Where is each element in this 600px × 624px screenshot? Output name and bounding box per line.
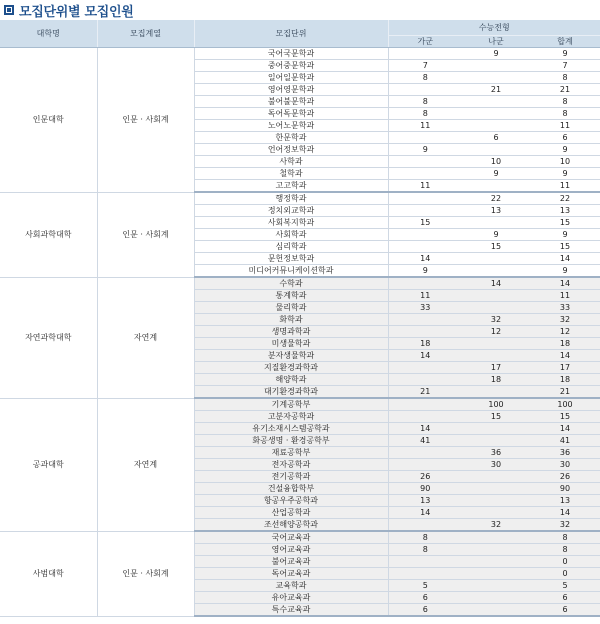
na-count (462, 144, 530, 156)
unit-name: 노어노문학과 (194, 120, 388, 132)
na-count (462, 507, 530, 519)
table-body (0, 48, 600, 617)
unit-name: 영어영문학과 (194, 84, 388, 96)
total-count: 9 (530, 48, 600, 60)
ga-count: 8 (388, 544, 462, 556)
unit-name: 사회복지학과 (194, 217, 388, 229)
unit-name: 행정학과 (194, 192, 388, 205)
ga-count (388, 556, 462, 568)
ga-count (388, 192, 462, 205)
na-count (462, 72, 530, 84)
ga-count: 11 (388, 290, 462, 302)
unit-name: 사회학과 (194, 229, 388, 241)
ga-count: 26 (388, 471, 462, 483)
total-count: 8 (530, 544, 600, 556)
unit-name: 물리학과 (194, 302, 388, 314)
na-count: 32 (462, 314, 530, 326)
unit-name: 고분자공학과 (194, 411, 388, 423)
total-count: 14 (530, 253, 600, 265)
ga-count (388, 459, 462, 471)
header-na: 나군 (462, 36, 530, 48)
unit-name: 국어교육과 (194, 531, 388, 544)
total-count: 22 (530, 192, 600, 205)
ga-count (388, 84, 462, 96)
title-bar (0, 0, 600, 20)
unit-name: 문헌정보학과 (194, 253, 388, 265)
ga-count: 13 (388, 495, 462, 507)
ga-count (388, 568, 462, 580)
ga-count: 7 (388, 60, 462, 72)
total-count: 8 (530, 531, 600, 544)
ga-count: 90 (388, 483, 462, 495)
ga-count (388, 168, 462, 180)
na-count (462, 435, 530, 447)
ga-count (388, 447, 462, 459)
total-count: 14 (530, 423, 600, 435)
ga-count (388, 205, 462, 217)
unit-name: 해양학과 (194, 374, 388, 386)
page-title: 모집단위별 모집인원 (19, 4, 134, 20)
na-count (462, 60, 530, 72)
unit-name: 특수교육과 (194, 604, 388, 617)
na-count (462, 604, 530, 617)
ga-count (388, 48, 462, 60)
ga-count: 33 (388, 302, 462, 314)
unit-name: 중어중문학과 (194, 60, 388, 72)
ga-count: 14 (388, 350, 462, 362)
na-count: 9 (462, 168, 530, 180)
field-name: 자연계 (97, 398, 194, 531)
unit-name: 일어일문학과 (194, 72, 388, 84)
na-count: 18 (462, 374, 530, 386)
total-count: 14 (530, 507, 600, 519)
na-count (462, 290, 530, 302)
total-count: 17 (530, 362, 600, 374)
na-count: 32 (462, 519, 530, 532)
total-count: 6 (530, 132, 600, 144)
na-count: 12 (462, 326, 530, 338)
total-count: 14 (530, 277, 600, 290)
na-count: 10 (462, 156, 530, 168)
unit-name: 분자생물학과 (194, 350, 388, 362)
na-count: 15 (462, 241, 530, 253)
unit-name: 건설융합학부 (194, 483, 388, 495)
total-count: 12 (530, 326, 600, 338)
na-count (462, 217, 530, 229)
total-count: 11 (530, 120, 600, 132)
total-count: 8 (530, 108, 600, 120)
na-count (462, 495, 530, 507)
na-count (462, 302, 530, 314)
unit-name: 수학과 (194, 277, 388, 290)
total-count: 18 (530, 374, 600, 386)
ga-count: 8 (388, 96, 462, 108)
na-count (462, 350, 530, 362)
unit-name: 미디어커뮤니케이션학과 (194, 265, 388, 278)
na-count (462, 96, 530, 108)
na-count: 21 (462, 84, 530, 96)
unit-name: 미생물학과 (194, 338, 388, 350)
ga-count (388, 314, 462, 326)
unit-name: 화학과 (194, 314, 388, 326)
total-count: 15 (530, 411, 600, 423)
unit-name: 항공우주공학과 (194, 495, 388, 507)
ga-count: 9 (388, 265, 462, 278)
na-count (462, 568, 530, 580)
na-count (462, 592, 530, 604)
total-count: 9 (530, 265, 600, 278)
na-count: 15 (462, 411, 530, 423)
total-count: 90 (530, 483, 600, 495)
na-count (462, 180, 530, 193)
total-count: 32 (530, 314, 600, 326)
ga-count (388, 374, 462, 386)
ga-count (388, 398, 462, 411)
na-count (462, 338, 530, 350)
total-count: 9 (530, 168, 600, 180)
ga-count: 14 (388, 507, 462, 519)
unit-name: 전자공학과 (194, 459, 388, 471)
header-ga: 가군 (388, 36, 462, 48)
unit-name: 국어국문학과 (194, 48, 388, 60)
unit-name: 교육학과 (194, 580, 388, 592)
na-count (462, 544, 530, 556)
unit-name: 기계공학부 (194, 398, 388, 411)
table-row (0, 192, 600, 205)
na-count (462, 120, 530, 132)
ga-count: 14 (388, 423, 462, 435)
unit-name: 불어교육과 (194, 556, 388, 568)
unit-name: 언어정보학과 (194, 144, 388, 156)
college-name: 인문대학 (0, 48, 97, 193)
na-count: 36 (462, 447, 530, 459)
total-count: 11 (530, 180, 600, 193)
college-name: 사범대학 (0, 531, 97, 616)
na-count (462, 253, 530, 265)
college-name: 자연과학대학 (0, 277, 97, 398)
unit-name: 영어교육과 (194, 544, 388, 556)
total-count: 36 (530, 447, 600, 459)
field-name: 인문 · 사회계 (97, 192, 194, 277)
total-count: 0 (530, 556, 600, 568)
total-count: 8 (530, 72, 600, 84)
table-row (0, 277, 600, 290)
header-suneung: 수능전형 (388, 20, 600, 36)
ga-count (388, 156, 462, 168)
admission-table (0, 20, 600, 617)
na-count: 9 (462, 229, 530, 241)
na-count (462, 483, 530, 495)
na-count: 14 (462, 277, 530, 290)
field-name: 자연계 (97, 277, 194, 398)
table-row (0, 531, 600, 544)
total-count: 13 (530, 205, 600, 217)
ga-count: 8 (388, 72, 462, 84)
ga-count: 41 (388, 435, 462, 447)
unit-name: 유기소재시스템공학과 (194, 423, 388, 435)
ga-count: 18 (388, 338, 462, 350)
total-count: 11 (530, 290, 600, 302)
unit-name: 화공생명 · 환경공학부 (194, 435, 388, 447)
header-unit: 모집단위 (194, 20, 388, 48)
ga-count (388, 411, 462, 423)
ga-count (388, 132, 462, 144)
unit-name: 고고학과 (194, 180, 388, 193)
total-count: 7 (530, 60, 600, 72)
total-count: 15 (530, 217, 600, 229)
total-count: 13 (530, 495, 600, 507)
unit-name: 독어교육과 (194, 568, 388, 580)
unit-name: 전기공학과 (194, 471, 388, 483)
ga-count: 11 (388, 180, 462, 193)
total-count: 32 (530, 519, 600, 532)
ga-count (388, 229, 462, 241)
ga-count: 9 (388, 144, 462, 156)
unit-name: 사학과 (194, 156, 388, 168)
ga-count (388, 519, 462, 532)
table-row (0, 398, 600, 411)
ga-count (388, 326, 462, 338)
total-count: 15 (530, 241, 600, 253)
total-count: 41 (530, 435, 600, 447)
unit-name: 유아교육과 (194, 592, 388, 604)
ga-count (388, 277, 462, 290)
na-count (462, 556, 530, 568)
unit-name: 통계학과 (194, 290, 388, 302)
unit-name: 재료공학부 (194, 447, 388, 459)
unit-name: 독어독문학과 (194, 108, 388, 120)
ga-count: 21 (388, 386, 462, 399)
ga-count: 14 (388, 253, 462, 265)
unit-name: 심리학과 (194, 241, 388, 253)
na-count: 17 (462, 362, 530, 374)
total-count: 6 (530, 592, 600, 604)
na-count: 6 (462, 132, 530, 144)
total-count: 18 (530, 338, 600, 350)
unit-name: 조선해양공학과 (194, 519, 388, 532)
na-count: 22 (462, 192, 530, 205)
na-count (462, 531, 530, 544)
ga-count: 6 (388, 604, 462, 617)
unit-name: 대기환경과학과 (194, 386, 388, 399)
total-count: 26 (530, 471, 600, 483)
total-count: 100 (530, 398, 600, 411)
total-count: 10 (530, 156, 600, 168)
header-total: 합계 (530, 36, 600, 48)
na-count: 30 (462, 459, 530, 471)
unit-name: 철학과 (194, 168, 388, 180)
total-count: 30 (530, 459, 600, 471)
na-count (462, 471, 530, 483)
na-count: 100 (462, 398, 530, 411)
college-name: 공과대학 (0, 398, 97, 531)
na-count (462, 386, 530, 399)
na-count (462, 265, 530, 278)
college-name: 사회과학대학 (0, 192, 97, 277)
header-college: 대학명 (0, 20, 97, 48)
ga-count: 6 (388, 592, 462, 604)
na-count (462, 423, 530, 435)
ga-count: 8 (388, 108, 462, 120)
ga-count: 11 (388, 120, 462, 132)
unit-name: 산업공학과 (194, 507, 388, 519)
square-bullet-icon (4, 5, 14, 15)
unit-name: 생명과학과 (194, 326, 388, 338)
ga-count: 15 (388, 217, 462, 229)
ga-count: 8 (388, 531, 462, 544)
ga-count (388, 241, 462, 253)
header-field: 모집계열 (97, 20, 194, 48)
ga-count (388, 362, 462, 374)
table-row (0, 48, 600, 60)
field-name: 인문 · 사회계 (97, 48, 194, 193)
na-count: 9 (462, 48, 530, 60)
total-count: 0 (530, 568, 600, 580)
unit-name: 한문학과 (194, 132, 388, 144)
unit-name: 지질환경과학과 (194, 362, 388, 374)
field-name: 인문 · 사회계 (97, 531, 194, 616)
total-count: 21 (530, 84, 600, 96)
total-count: 6 (530, 604, 600, 617)
unit-name: 불어불문학과 (194, 96, 388, 108)
ga-count: 5 (388, 580, 462, 592)
total-count: 21 (530, 386, 600, 399)
total-count: 14 (530, 350, 600, 362)
total-count: 8 (530, 96, 600, 108)
total-count: 5 (530, 580, 600, 592)
unit-name: 정치외교학과 (194, 205, 388, 217)
na-count: 13 (462, 205, 530, 217)
total-count: 9 (530, 229, 600, 241)
na-count (462, 108, 530, 120)
total-count: 33 (530, 302, 600, 314)
na-count (462, 580, 530, 592)
total-count: 9 (530, 144, 600, 156)
